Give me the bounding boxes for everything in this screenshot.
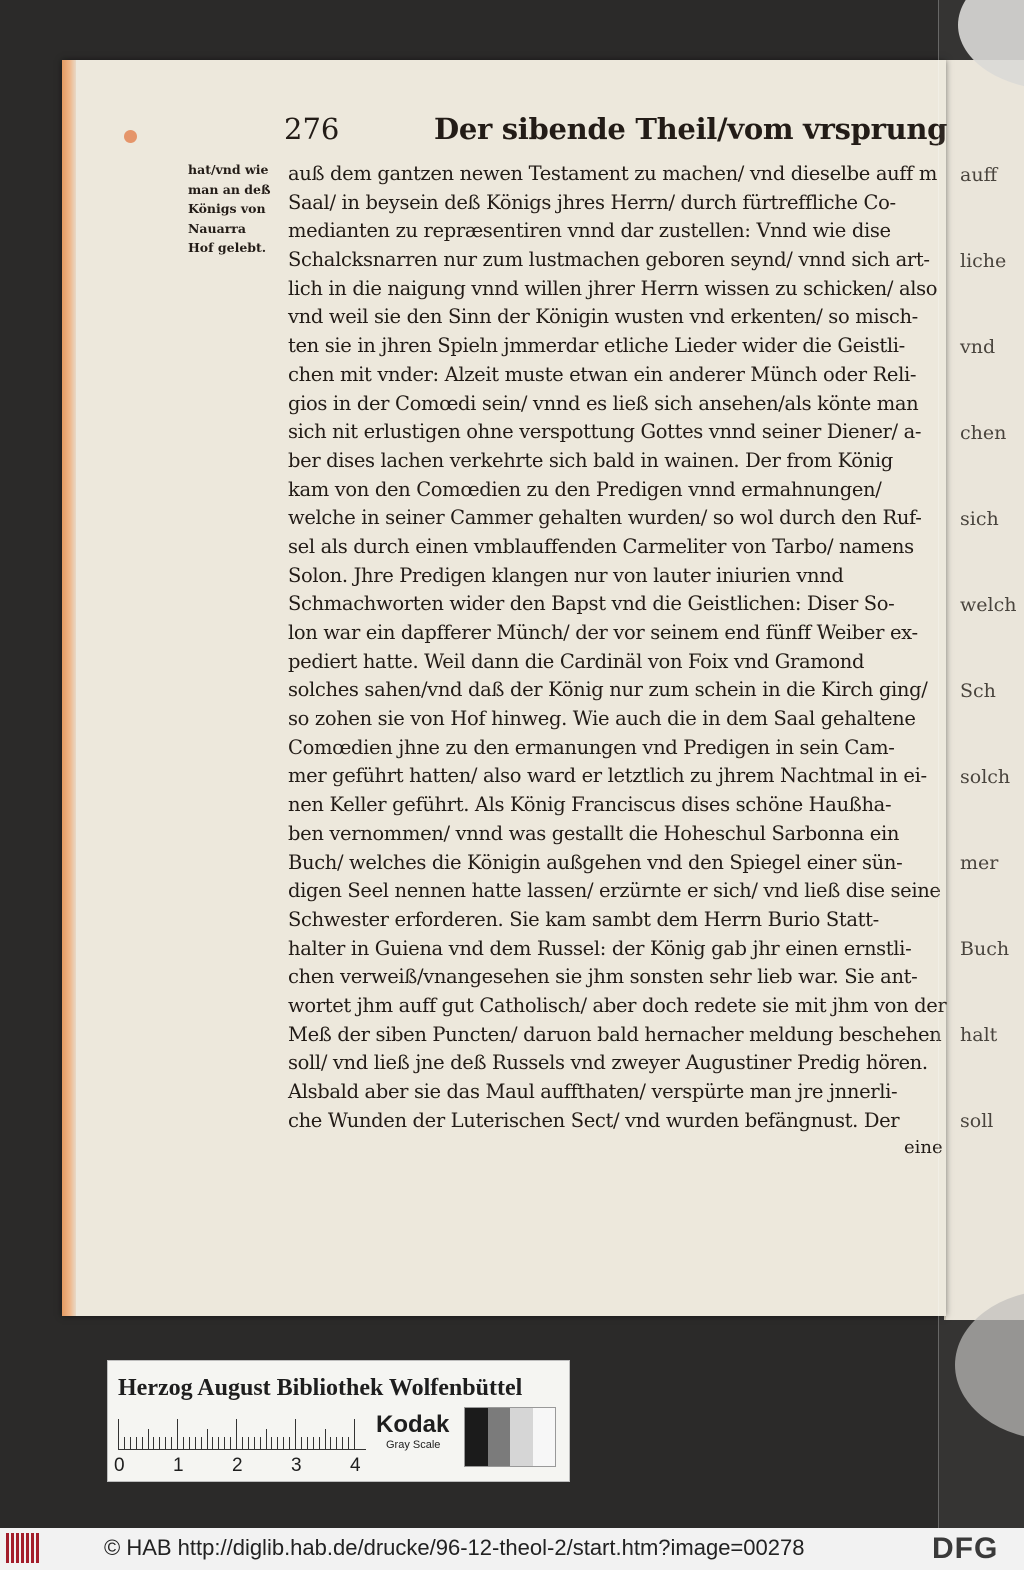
ruler-tick	[130, 1437, 131, 1449]
text-line: ten sie in jhren Spieln jmmerdar etliche Lieder wider die Geistli-	[288, 334, 905, 358]
ruler-tick	[295, 1419, 296, 1449]
ruler-tick	[165, 1437, 166, 1449]
text-line: Schmachworten wider den Bapst vnd die Geistlichen: Diser So-	[288, 592, 895, 616]
running-head	[284, 112, 948, 156]
ruler-tick	[195, 1437, 196, 1449]
ruler-tick	[224, 1437, 225, 1449]
ruler-number: 0	[114, 1455, 125, 1476]
ruler-tick	[159, 1437, 160, 1449]
text-line: welche in seiner Cammer gehalten wurden/ so wol durch den Ruf-	[288, 506, 922, 530]
ruler-numbers	[114, 1455, 378, 1479]
gray-patch	[465, 1408, 488, 1466]
text-line: digen Seel nennen hatte lassen/ erzürnte er sich/ vnd ließ dise seine	[288, 879, 941, 903]
marginal-note	[188, 160, 288, 258]
gray-patch	[533, 1408, 556, 1466]
marginal-note-line: Königs von	[188, 201, 266, 216]
page-header: Der sibende Theil/vom vrsprung	[434, 112, 948, 146]
gray-patch	[510, 1408, 533, 1466]
marginal-note-line: Nauarra	[188, 220, 246, 236]
ruler-tick	[330, 1437, 331, 1449]
ruler-number: 3	[291, 1455, 302, 1476]
text-line: Schwester erforderen. Sie kam sambt dem Herrn Burio Statt-	[288, 907, 879, 931]
ruler-baseline	[118, 1449, 366, 1450]
ruler-tick	[236, 1419, 237, 1449]
text-line: gios in der Comœdi sein/ vnnd es ließ sich ansehen/als könte man	[288, 391, 919, 415]
ruler-tick	[336, 1437, 337, 1449]
ruler-tick	[248, 1437, 249, 1449]
text-line: solches sahen/vnd daß der König nur zum schein in die Kirch ging/	[288, 678, 928, 702]
ruler-tick	[142, 1437, 143, 1449]
ruler-tick	[266, 1429, 267, 1449]
ruler-tick	[201, 1437, 202, 1449]
ruler-tick	[177, 1419, 178, 1449]
gray-patch	[488, 1408, 511, 1466]
ruler-tick	[218, 1437, 219, 1449]
page-edge	[62, 60, 76, 1316]
kodak-brand: Kodak	[376, 1411, 450, 1438]
text-line: lich in die naigung vnnd willen jhrer Herrn wissen zu schicken/ also	[288, 276, 938, 300]
ruler-tick	[301, 1437, 302, 1449]
ruler-tick	[183, 1437, 184, 1449]
next-page-edge: auff liche vnd chen sich welch Sch solch mer Buch halt soll	[944, 60, 1024, 1320]
ruler-number: 4	[350, 1455, 361, 1476]
text-line: sel als durch einen vmblauffenden Carmeliter von Tarbo/ namens	[288, 534, 914, 558]
ruler-tick	[277, 1437, 278, 1449]
text-line: che Wunden der Luterischen Sect/ vnd wurden befängnust. Der	[288, 1108, 900, 1132]
text-line: vnd weil sie den Sinn der Königin wusten vnd erkenten/ so misch-	[288, 305, 918, 329]
text-line: ber dises lachen verkehrte sich bald in wainen. Der from König	[288, 448, 893, 472]
text-line: ben vernommen/ vnnd was gestallt die Hoheschul Sarbonna ein	[288, 821, 900, 845]
gray-scale-patches	[464, 1407, 556, 1467]
ruler-tick	[254, 1437, 255, 1449]
ruler-tick	[354, 1419, 355, 1449]
dfg-logo: DFG	[932, 1532, 999, 1565]
text-line: Alsbald aber sie das Maul auffthaten/ verspürte man jre jnnerli-	[288, 1080, 898, 1103]
text-line: pediert hatte. Weil dann die Cardinäl von Foix vnd Gramond	[288, 649, 865, 673]
ruler-tick	[212, 1437, 213, 1449]
color-scale-target	[107, 1360, 570, 1482]
ruler-tick	[207, 1429, 208, 1449]
text-line: so zohen sie von Hof hinweg. Wie auch die in dem Saal gehaltene	[288, 707, 916, 731]
hab-logo-icon	[6, 1533, 46, 1563]
marginal-note-line: Hof gelebt.	[188, 240, 267, 255]
text-line: wortet jhm auff gut Catholisch/ aber doch redete sie mit jhm von der	[288, 993, 947, 1017]
book-page	[62, 60, 946, 1316]
catchword: eine	[904, 1137, 943, 1158]
ruler-tick	[348, 1437, 349, 1449]
text-line: sich nit erlustigen ohne verspottung Gottes vnnd seiner Diener/ a-	[288, 420, 922, 444]
ruler-tick	[260, 1437, 261, 1449]
ruler-number: 1	[173, 1455, 184, 1476]
ruler-tick	[242, 1437, 243, 1449]
ruler	[118, 1419, 366, 1449]
footer-bar	[0, 1528, 1024, 1570]
ruler-tick	[189, 1437, 190, 1449]
text-line: mer geführt hatten/ also ward er letztlich zu jhrem Nachtmal in ei-	[288, 764, 927, 788]
ruler-tick	[325, 1429, 326, 1449]
footer-credit-link[interactable]: © HAB http://diglib.hab.de/drucke/96-12-theol-2/start.htm?image=00278	[104, 1535, 805, 1560]
text-line: chen verweiß/vnangesehen sie jhm sonsten sehr lieb war. Sie ant-	[288, 965, 918, 989]
marginal-note-line: man an deß	[188, 181, 271, 197]
ruler-tick	[136, 1437, 137, 1449]
ruler-tick	[307, 1437, 308, 1449]
ruler-tick	[283, 1437, 284, 1449]
page-number: 276	[284, 112, 340, 146]
text-line: halter in Guiena vnd dem Russel: der König gab jhr einen ernstli-	[288, 936, 912, 960]
ruler-tick	[124, 1437, 125, 1449]
text-line: soll/ vnd ließ jne deß Russels vnd zweyer Augustiner Predig hören.	[288, 1051, 928, 1075]
ruler-tick	[118, 1419, 119, 1449]
ruler-tick	[271, 1437, 272, 1449]
target-title: Herzog August Bibliothek Wolfenbüttel	[118, 1375, 523, 1401]
text-line: Saal/ in beysein deß Königs jhres Herrn/ durch fürtreffliche Co-	[288, 190, 896, 214]
text-line: Buch/ welches die Königin außgehen vnd den Spiegel einer sün-	[288, 850, 903, 874]
ruler-tick	[313, 1437, 314, 1449]
text-line: nen Keller geführt. Als König Franciscus dises schöne Haußha-	[288, 793, 892, 817]
binding-hole	[124, 130, 137, 143]
text-line: Schalcksnarren nur zum lustmachen geboren seynd/ vnnd sich art-	[288, 248, 930, 272]
text-line: Solon. Jhre Predigen klangen nur von lauter iniurien vnnd	[288, 563, 844, 587]
ruler-number: 2	[232, 1455, 243, 1476]
body-text	[288, 160, 947, 1135]
text-line: medianten zu repræsentiren vnnd dar zustellen: Vnnd wie dise	[288, 219, 891, 243]
text-line: Meß der siben Puncten/ daruon bald hernacher meldung beschehen	[288, 1022, 942, 1046]
kodak-subtitle: Gray Scale	[386, 1439, 441, 1451]
ruler-tick	[153, 1437, 154, 1449]
text-line: Comœdien jhne zu den ermanungen vnd Predigen in sein Cam-	[288, 735, 895, 759]
glass-plate-edge	[938, 0, 1024, 1528]
text-line: lon war ein dapfferer Münch/ der vor seinem end fünff Weiber ex-	[288, 621, 918, 644]
ruler-tick	[171, 1437, 172, 1449]
text-line: auß dem gantzen newen Testament zu machen/ vnd dieselbe auff m	[288, 162, 938, 185]
ruler-tick	[289, 1437, 290, 1449]
ruler-tick	[342, 1437, 343, 1449]
marginal-note-line: hat/vnd wie	[188, 162, 269, 177]
text-line: chen mit vnder: Alzeit muste etwan ein anderer Münch oder Reli-	[288, 362, 917, 386]
ruler-tick	[230, 1437, 231, 1449]
ruler-tick	[319, 1437, 320, 1449]
text-line: kam von den Comœdien zu den Predigen vnnd ermahnungen/	[288, 477, 882, 501]
ruler-tick	[148, 1429, 149, 1449]
